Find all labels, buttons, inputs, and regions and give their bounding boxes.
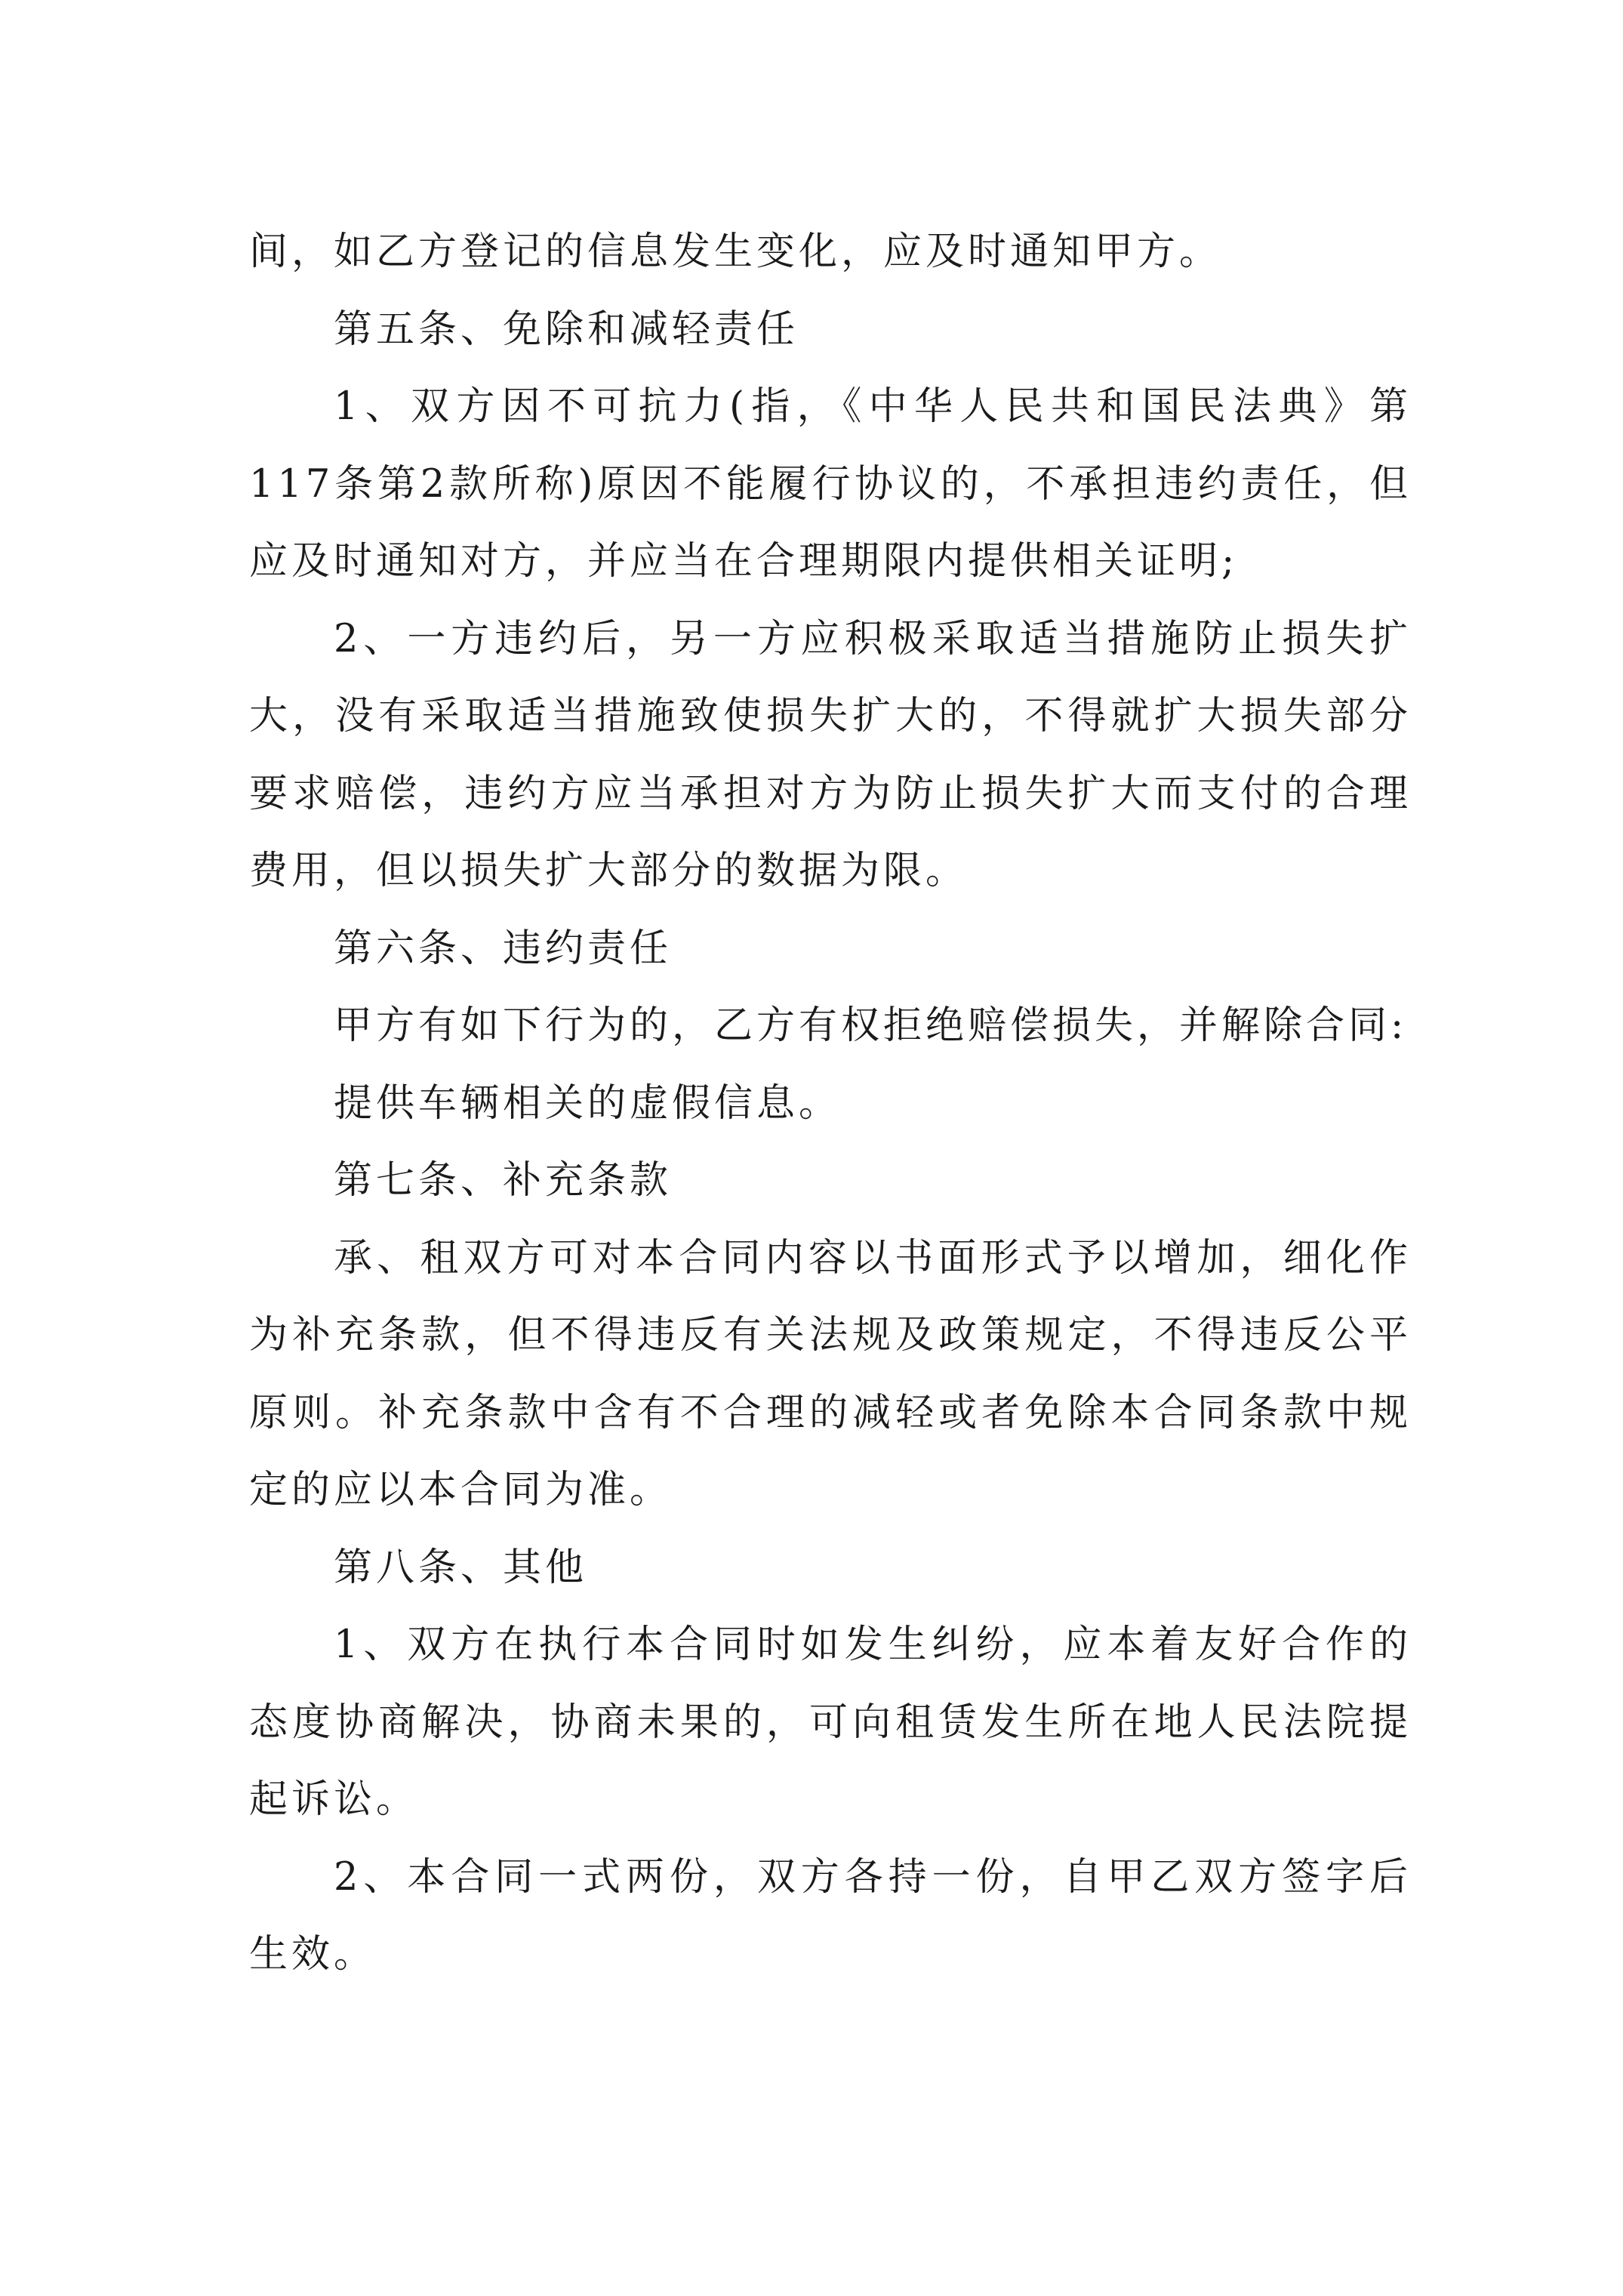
article-8-clause-1: 1、双方在执行本合同时如发生纠纷，应本着友好合作的态度协商解决，协商未果的，可向租赁发生所在地人民法院提起诉讼。 (249, 1623, 1412, 1822)
article-6-item: 提供车辆相关的虚假信息。 (334, 1080, 842, 1126)
article-5-clause-2: 2、一方违约后，另一方应积极采取适当措施防止损失扩大，没有采取适当措施致使损失扩大的，不得就扩大损失部分要求赔偿，违约方应当承担对方为防止损失扩大而支付的合理费用，但以损失扩大部分的数据为限。 (249, 616, 1412, 893)
article-6-intro: 甲方有如下行为的，乙方有权拒绝赔偿损失，并解除合同: (334, 1003, 1408, 1048)
document-body (249, 214, 1412, 1994)
article-7-body: 承、租双方可对本合同内容以书面形式予以增加，细化作为补充条款，但不得违反有关法规及政策规定，不得违反公平原则。补充条款中含有不合理的减轻或者免除本合同条款中规定的应以本合同为准。 (249, 1235, 1412, 1512)
article-8-heading: 第八条、其他 (334, 1545, 588, 1590)
paragraph-continuation: 间，如乙方登记的信息发生变化，应及时通知甲方。 (249, 230, 1222, 274)
article-7-heading: 第七条、补充条款 (334, 1158, 673, 1203)
article-5-clause-1: 1、双方因不可抗力(指，《中华人民共和国民法典》第117条第2款所称)原因不能履行协议的，不承担违约责任，但应及时通知对方，并应当在合理期限内提供相关证明; (249, 384, 1412, 584)
article-8-clause-2: 2、本合同一式两份，双方各持一份，自甲乙双方签字后生效。 (249, 1854, 1412, 1977)
article-5-heading: 第五条、免除和减轻责任 (334, 307, 799, 352)
article-6-heading: 第六条、违约责任 (334, 926, 673, 971)
